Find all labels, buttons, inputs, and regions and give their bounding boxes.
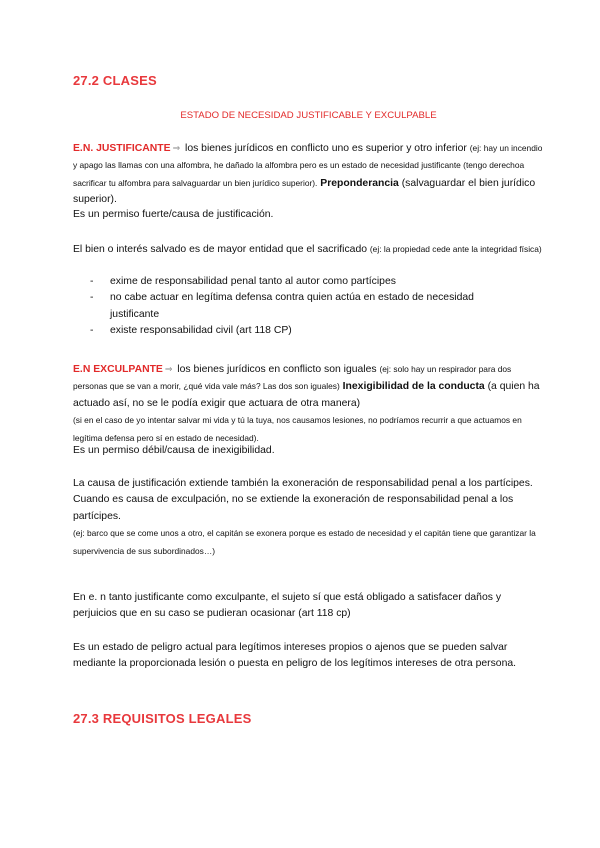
preponderancia-rest: (salvaguardar el bien jurídico superior). <box>73 177 536 206</box>
justificante-paragraph <box>73 140 544 209</box>
arrow-icon: ⇒ <box>164 364 173 374</box>
causa-line1: La causa de justificación extiende también la exoneración de responsabilidad penal a los partícipes. <box>73 478 533 489</box>
list-item: - existe responsabilidad civil (art 118 CP) <box>90 325 292 337</box>
exculpante-permiso: Es un permiso débil/causa de inexigibilidad. <box>73 445 275 456</box>
bien-main: El bien o interés salvado es de mayor entidad que el sacrificado <box>73 244 370 255</box>
inexigibilidad-term: Inexigibilidad de la conducta <box>339 381 485 393</box>
preponderancia-term: Preponderancia <box>317 177 399 189</box>
exculpante-paragraph <box>73 361 544 447</box>
arrow-icon: ⇒ <box>172 143 181 153</box>
exculpante-label: E.N EXCULPANTE <box>73 364 163 375</box>
exculpante-example: (ej: solo hay un respirador para dos personas que se van a morir, ¿qué vida vale más? Las dos son iguales) <box>73 364 512 392</box>
causa-example: (ej: barco que se come unos a otro, el capitán se exonera porque es estado de necesidad y el capitán tiene que garantizar la supervivencia de sus subordinados…) <box>73 528 536 556</box>
justificante-intro: los bienes jurídicos en conflicto uno es superior y otro inferior <box>182 143 470 154</box>
justificante-bullet-list <box>73 274 544 340</box>
causa-line2: Cuando es causa de exculpación, no se extiende la exoneración de responsabilidad penal a los partícipes. <box>73 494 514 522</box>
bien-example: (ej: la propiedad cede ante la integridad física) <box>369 244 542 254</box>
justificante-example: (ej: hay un incendio y apago las llamas con una alfombra, he dañado la alfombra pero es un estado de necesidad justificante (tengo derechoa sacrificar tu alfombra para salvaguardar un bien jurídico superior). <box>73 143 543 188</box>
exculpante-note: (si en el caso de yo intentar salvar mi vida y tú la tuya, nos causamos lesiones, no podríamos recurrir a que actuamos en legítima defensa pero sí en estado de necesidad). <box>73 415 522 443</box>
inexigibilidad-rest: (a quien ha actuado así, no se le podía exigir que actuara de otra manera) <box>73 381 540 409</box>
list-item: - exime de responsabilidad penal tanto al autor como partícipes <box>90 276 396 287</box>
bien-paragraph <box>73 241 544 258</box>
causa-paragraph <box>73 476 544 560</box>
ambos-paragraph: En e. n tanto justificante como exculpante, el sujeto sí que está obligado a satisfacer daños y perjuicios que en su caso se pudieran ocasionar (art 118 cp) <box>73 592 502 620</box>
section-heading-requisitos: 27.3 REQUISITOS LEGALES <box>73 711 252 726</box>
justificante-label: E.N. JUSTIFICANTE <box>73 143 171 154</box>
justificante-permiso: Es un permiso fuerte/causa de justificación. <box>73 209 274 220</box>
definicion-paragraph: Es un estado de peligro actual para legítimos intereses propios o ajenos que se pueden salvar mediante la proporcionada lesión o puesta en peligro de los legítimos intereses de otra persona. <box>73 642 517 670</box>
list-item: - no cabe actuar en legítima defensa contra quien actúa en estado de necesidad justificante <box>90 292 474 320</box>
subtitle-estado-necesidad: ESTADO DE NECESIDAD JUSTIFICABLE Y EXCULPABLE <box>180 110 437 121</box>
section-heading-clases: 27.2 CLASES <box>73 73 157 88</box>
exculpante-intro: los bienes jurídicos en conflicto son iguales <box>174 364 380 375</box>
